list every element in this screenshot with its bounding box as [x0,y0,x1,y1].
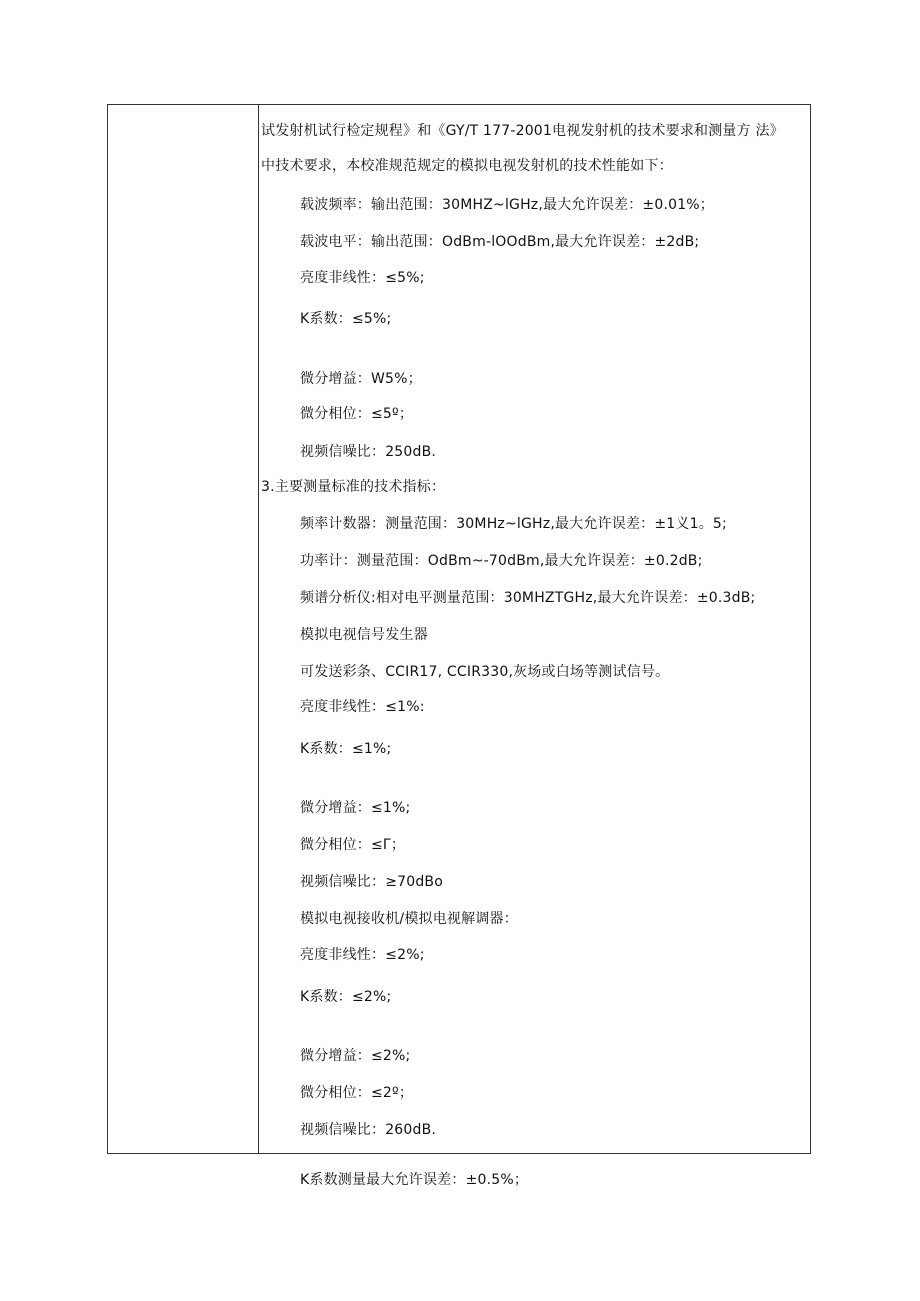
table-column-divider [258,104,259,1154]
text-line: 频率计数器：测量范围：30MHz~lGHz,最大允许误差：±1义1。5; [300,516,727,532]
text-line: 频谱分析仪:相对电平测量范围：30MHZTGHz,最大允许误差：±0.3dB; [300,590,756,606]
section-heading: 3.主要测量标准的技术指标： [261,479,446,495]
text-line: 载波电平：输出范围：OdBm-lOOdBm,最大允许误差：±2dB; [300,234,700,250]
footer-line: K系数测量最大允许误差：±0.5%； [300,1172,529,1188]
text-line: 亮度非线性：≤5%; [300,270,425,286]
text-line: 功率计：测量范围：OdBm~-70dBm,最大允许误差：±0.2dB; [300,553,703,569]
text-line: K系数：≤5%; [300,311,392,327]
text-line: 微分增益：≤1%; [300,800,411,816]
text-line: 模拟电视接收机/模拟电视解调器： [300,911,518,927]
text-line: 视频信噪比：260dB. [300,1122,437,1138]
text-line: 亮度非线性：≤2%; [300,947,425,963]
text-line: 视频信噪比：250dB. [300,444,437,460]
text-line: 模拟电视信号发生器 [300,627,428,643]
text-line: 微分相位：≤5º； [300,406,414,422]
text-line: 微分相位：≤2º； [300,1085,414,1101]
text-line: 微分增益：≤2%; [300,1048,411,1064]
text-line: 可发送彩条、CCIR17, CCIR330,灰场或白场等测试信号。 [300,664,670,680]
text-line: 中技术要求，本校准规范规定的模拟电视发射机的技术性能如下： [261,158,673,174]
text-line: 微分增益：W5%； [300,371,422,387]
spec-table [107,104,811,1154]
text-line: 视频信噪比：≥70dBo [300,874,444,890]
text-line: 微分相位：≤Γ； [300,837,406,853]
text-line: 载波频率：输出范围：30MHZ~lGHz,最大允许误差：±0.01%； [300,197,715,213]
text-line: K系数：≤2%; [300,989,392,1005]
text-line: 试发射机试行检定规程》和《GY/T 177-2001电视发射机的技术要求和测量方 法》 [261,123,784,139]
text-line: K系数：≤1%; [300,741,392,757]
text-line: 亮度非线性：≤1%: [300,699,425,715]
